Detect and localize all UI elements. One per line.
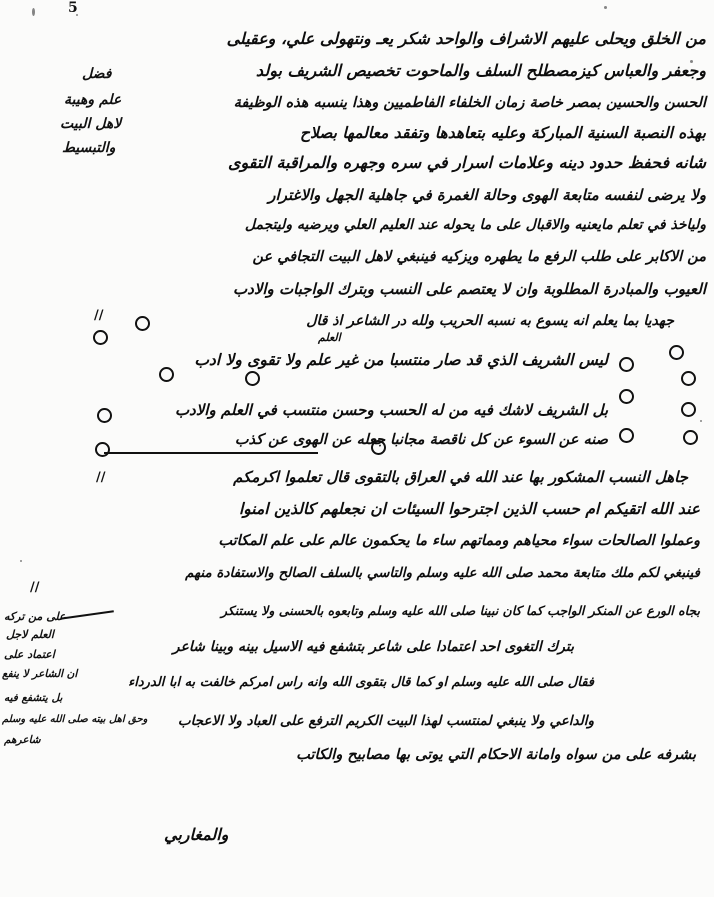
text-line: وعملوا الصالحات سواء محياهم ومماتهم ساء ما يحكمون عالم على علم المكاتب	[218, 532, 700, 549]
text-line: من الاكابر على طلب الرفع ما يطهره ويزكيه فينبغي لاهل البيت التجافي عن	[252, 248, 706, 265]
ornament-circle	[159, 367, 174, 382]
scan-speck	[700, 420, 702, 422]
scan-speck	[604, 6, 607, 9]
text-line: الحسن والحسين بمصر خاصة زمان الخلفاء الفاطميين وهذا ينسبه هذه الوظيفة	[233, 94, 706, 111]
text-line: بهذه النصبة السنية المباركة وعليه بتعاهدها وتفقد معالمها بصلاح	[299, 123, 706, 142]
text-line: فينبغي لكم ملك متابعة محمد صلى الله عليه وسلم والتاسي بالسلف الصالح والاستفادة منهم	[185, 565, 700, 581]
ornament-circle	[683, 430, 698, 445]
ornament-circle	[619, 428, 634, 443]
closing-word: والمغاربي	[164, 825, 229, 844]
margin-note: علم وهيبة	[64, 92, 122, 108]
scan-speck	[20, 560, 22, 562]
line-end-mark: //	[96, 470, 106, 485]
ornament-circle	[95, 442, 110, 457]
line-end-mark: //	[30, 580, 40, 595]
text-line: جهديا بما يعلم انه يسوع به نسبه الحريب ولله در الشاعر اذ قال	[306, 313, 674, 329]
ornament-circle	[93, 330, 108, 345]
ornament-circle	[619, 389, 634, 404]
margin-note: بل يتشفع فيه	[4, 692, 63, 704]
text-line: فقال صلى الله عليه وسلم او كما قال بتقوى الله وانه راس امركم خالفت به ابا الدرداء	[128, 675, 594, 690]
verse-underline	[104, 452, 318, 454]
ornament-circle	[135, 316, 150, 331]
text-line: بترك التغوى احد اعتمادا على شاعر بتشفع فيه الاسيل بينه وبينا شاعر	[172, 639, 574, 655]
margin-note: والتبسيط	[62, 140, 116, 156]
text-line: بشرفه على من سواه وامانة الاحكام التي يوتى بها مصابيح والكاتب	[296, 746, 696, 763]
text-line: ولا يرضى لنفسه متابعة الهوى وحالة الغمرة في جاهلية الجهل والاغترار	[268, 186, 706, 204]
margin-note: شاعرهم	[4, 734, 41, 746]
text-line: ولياخذ في تعلم مايعنيه والاقبال على ما يحوله عند العليم العلي ويرضيه وليتجمل	[244, 217, 706, 233]
text-line: بجاه الورع عن المنكر الواجب كما كان نبينا صلى الله عليه وسلم وتابعوه بالحسنى ولا يستنكر	[220, 603, 700, 618]
ornament-circle	[669, 345, 684, 360]
margin-note: العلم لاجل	[6, 628, 54, 641]
ornament-circle	[245, 371, 260, 386]
margin-note: ان الشاعر لا ينفع	[2, 668, 78, 680]
poem-verse: صنه عن السوء عن كل ناقصة مجانبا جعله عن الهوى عن كذب	[234, 431, 608, 448]
margin-note: على من تركه	[4, 610, 66, 623]
text-line: والداعي ولا ينبغي لمنتسب لهذا البيت الكريم الترفع على العباد ولا الاعجاب	[177, 713, 594, 729]
ornament-circle	[619, 357, 634, 372]
line-end-mark: //	[94, 308, 104, 323]
ornament-circle	[681, 371, 696, 386]
poem-verse: بل الشريف لاشك فيه من له الحسب وحسن منتسب في العلم والادب	[174, 401, 608, 419]
margin-note: وحق اهل بيته صلى الله عليه وسلم	[2, 714, 148, 725]
scan-speck	[32, 8, 35, 16]
ornament-circle	[681, 402, 696, 417]
text-line: وجعفر والعباس كيزمصطلح السلف والماحوت تخصيص الشريف بولد	[255, 61, 706, 80]
corner-mark: 5	[68, 0, 78, 16]
ornament-circle	[371, 440, 386, 455]
margin-note: اعتماد على	[4, 648, 55, 661]
poem-verse: ليس الشريف الذي قد صار منتسبا من غير علم ولا تقوى ولا ادب	[194, 350, 608, 369]
text-line: العيوب والمبادرة المطلوبة وان لا يعتصم على النسب وبترك الواجبات والادب	[233, 280, 706, 298]
text-line: شانه فحفظ حدود دينه وعلامات اسرار في سره وجهره والمراقبة التقوى	[227, 153, 706, 172]
text-line: عند الله اتقيكم ام حسب الذين اجترحوا السيئات ان نجعلهم كالذين امنوا	[238, 499, 700, 518]
ornament-circle	[97, 408, 112, 423]
margin-note: فضل	[82, 66, 112, 82]
margin-bracket	[60, 610, 114, 619]
text-line: من الخلق ويحلى عليهم الاشراف والواحد شكر يعـ ونتهولى علي، وعقيلى	[226, 29, 706, 48]
poem-label: العلم	[318, 331, 341, 344]
text-line: جاهل النسب المشكور بها عند الله في العراق بالتقوى قال تعلموا اكرمكم	[233, 468, 688, 486]
margin-note: لاهل البيت	[60, 116, 122, 132]
